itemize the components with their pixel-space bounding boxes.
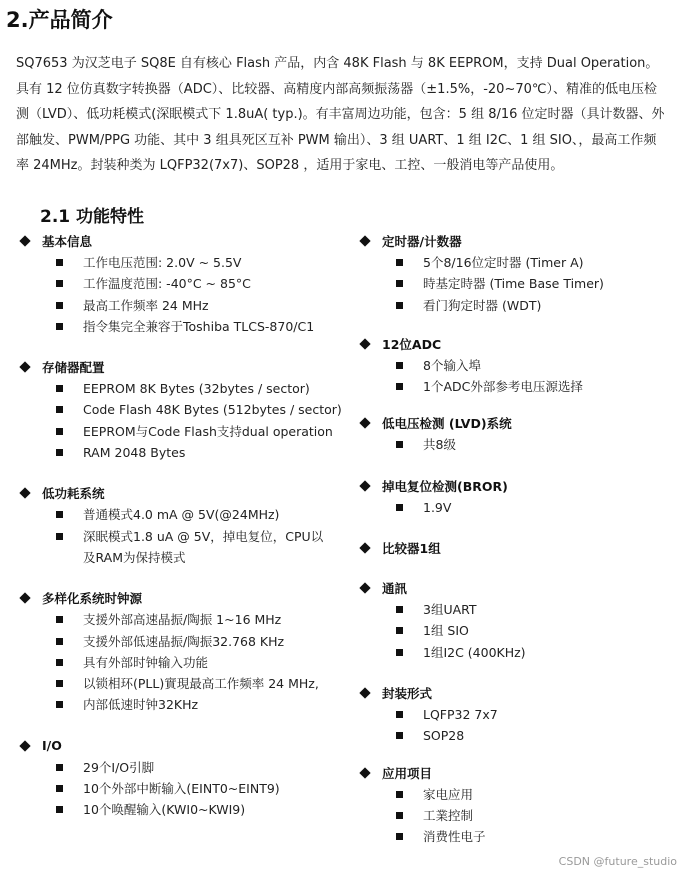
list-item: 3组UART	[356, 599, 676, 620]
page-heading: 2.产品简介	[6, 8, 113, 32]
group-title: 低功耗系统	[42, 486, 105, 502]
square-bullet-icon	[56, 659, 63, 666]
square-bullet-icon	[56, 806, 63, 813]
group-title: 12位ADC	[382, 336, 442, 352]
feature-group	[16, 588, 346, 715]
list-item: 時基定時器 (Time Base Timer)	[356, 273, 676, 294]
list-item: EEPROM与Code Flash支持dual operation	[16, 421, 346, 442]
square-bullet-icon	[56, 302, 63, 309]
feature-group	[356, 334, 676, 398]
square-bullet-icon	[56, 533, 63, 540]
list-item: 最高工作频率 24 MHz	[16, 295, 346, 316]
list-item: 10个唤醒输入(KWI0~KWI9)	[16, 799, 346, 820]
list-item: 家电应用	[356, 784, 676, 805]
square-bullet-icon	[396, 711, 403, 718]
list-item: 深眠模式1.8 uA @ 5V，掉电复位，CPU以及RAM为保持模式	[16, 526, 326, 569]
list-item: 工作电压范围: 2.0V ~ 5.5V	[16, 252, 346, 273]
list-item: Code Flash 48K Bytes (512bytes / sector)	[16, 399, 346, 420]
square-bullet-icon	[396, 833, 403, 840]
list-item: 5个8/16位定时器 (Timer A)	[356, 252, 676, 273]
list-item: RAM 2048 Bytes	[16, 442, 346, 463]
square-bullet-icon	[56, 511, 63, 518]
square-bullet-icon	[396, 812, 403, 819]
list-item: 1.9V	[356, 497, 676, 518]
square-bullet-icon	[56, 701, 63, 708]
list-item: 10个外部中断输入(EINT0~EINT9)	[16, 778, 346, 799]
diamond-bullet-icon	[19, 488, 30, 499]
list-item: 内部低速时钟32KHz	[16, 694, 346, 715]
list-item: 1个ADC外部参考电压源选择	[356, 376, 676, 397]
square-bullet-icon	[56, 764, 63, 771]
square-bullet-icon	[56, 428, 63, 435]
square-bullet-icon	[56, 680, 63, 687]
list-item: EEPROM 8K Bytes (32bytes / sector)	[16, 378, 346, 399]
square-bullet-icon	[396, 649, 403, 656]
square-bullet-icon	[56, 449, 63, 456]
square-bullet-icon	[396, 606, 403, 613]
square-bullet-icon	[396, 791, 403, 798]
group-title: I/O	[42, 738, 62, 754]
feature-group	[356, 578, 676, 663]
group-title: 比较器1组	[382, 541, 441, 557]
square-bullet-icon	[396, 627, 403, 634]
list-item: 工業控制	[356, 805, 676, 826]
list-item: 看门狗定时器 (WDT)	[356, 295, 676, 316]
list-item: 工作温度范围: -40°C ~ 85°C	[16, 273, 346, 294]
diamond-bullet-icon	[359, 418, 370, 429]
group-title: 通訊	[382, 581, 408, 597]
list-item: 1组I2C (400KHz)	[356, 642, 676, 663]
group-title: 封装形式	[382, 685, 433, 701]
group-title: 应用项目	[382, 765, 433, 781]
square-bullet-icon	[56, 385, 63, 392]
diamond-bullet-icon	[359, 767, 370, 778]
diamond-bullet-icon	[19, 235, 30, 246]
square-bullet-icon	[56, 406, 63, 413]
square-bullet-icon	[396, 441, 403, 448]
diamond-bullet-icon	[359, 338, 370, 349]
diamond-bullet-icon	[359, 480, 370, 491]
group-title: 存储器配置	[42, 360, 105, 376]
diamond-bullet-icon	[19, 740, 30, 751]
group-title: 定时器/计数器	[382, 234, 462, 249]
diamond-bullet-icon	[359, 582, 370, 593]
square-bullet-icon	[396, 504, 403, 511]
left-column	[16, 231, 346, 821]
square-bullet-icon	[396, 280, 403, 287]
square-bullet-icon	[396, 732, 403, 739]
right-column	[356, 231, 676, 847]
list-item: LQFP32 7x7	[356, 704, 676, 725]
square-bullet-icon	[56, 638, 63, 645]
square-bullet-icon	[56, 616, 63, 623]
list-item: 29个I/O引脚	[16, 757, 346, 778]
square-bullet-icon	[56, 785, 63, 792]
square-bullet-icon	[56, 323, 63, 330]
diamond-bullet-icon	[359, 235, 370, 246]
list-item: 支援外部低速晶振/陶振32.768 KHz	[16, 631, 346, 652]
square-bullet-icon	[56, 280, 63, 287]
feature-group	[356, 413, 676, 455]
list-item: 消费性电子	[356, 826, 676, 847]
list-item: 具有外部时钟输入功能	[16, 652, 346, 673]
list-item: 以锁相环(PLL)實現最高工作频率 24 MHz,	[16, 673, 346, 694]
list-item: 指令集完全兼容于Toshiba TLCS-870/C1	[16, 316, 346, 337]
feature-group	[16, 231, 346, 337]
watermark: CSDN @future_studio	[558, 855, 677, 868]
list-item: 1组 SIO	[356, 620, 676, 641]
square-bullet-icon	[396, 383, 403, 390]
list-item: SOP28	[356, 725, 676, 746]
section-heading: 2.1 功能特性	[40, 207, 145, 227]
square-bullet-icon	[396, 302, 403, 309]
list-item: 普通模式4.0 mA @ 5V(@24MHz)	[16, 504, 346, 525]
list-item: 共8级	[356, 434, 676, 455]
diamond-bullet-icon	[359, 687, 370, 698]
square-bullet-icon	[56, 259, 63, 266]
feature-group	[356, 683, 676, 747]
list-item: 支援外部高速晶振/陶振 1~16 MHz	[16, 609, 346, 630]
group-title: 基本信息	[42, 234, 93, 249]
square-bullet-icon	[396, 362, 403, 369]
group-title: 低电压检测 (LVD)系统	[382, 416, 512, 432]
feature-group	[16, 736, 346, 821]
list-item: 8个输入埠	[356, 355, 676, 376]
group-title: 多样化系统时钟源	[42, 591, 143, 607]
feature-group	[16, 483, 346, 568]
square-bullet-icon	[396, 259, 403, 266]
diamond-bullet-icon	[359, 542, 370, 553]
feature-group	[356, 763, 676, 848]
feature-group	[356, 538, 676, 558]
diamond-bullet-icon	[19, 362, 30, 373]
group-title: 掉电复位检测(BROR)	[382, 478, 508, 494]
diamond-bullet-icon	[19, 593, 30, 604]
intro-paragraph: SQ7653 为汉芝电子 SQ8E 自有核心 Flash 产品，内含 48K Flash 与 8K EEPROM，支持 Dual Operation。具有 12 位仿真数字转换器（ADC）、比较器、高精度内部高频振荡器（±1.5%，-20~70℃）、精准的低电压检测（LVD）、低功耗模式(深眠模式下 1.8uA( typ.)。有丰富周边功能，包含：5 组 8/16 位定时器（具计数器、外部触发、PWM/PPG 功能、其中 3 组具死区互补 PWM 输出）、3 组 UART、1 组 I2C、1 组 SIO、，最高工作频率 24MHz。封装种类为 LQFP32(7x7)、SOP28 ，适用于家电、工控、一般消电等产品使用。	[16, 56, 665, 173]
feature-group	[16, 357, 346, 463]
feature-group	[356, 476, 676, 518]
feature-group	[356, 231, 676, 316]
